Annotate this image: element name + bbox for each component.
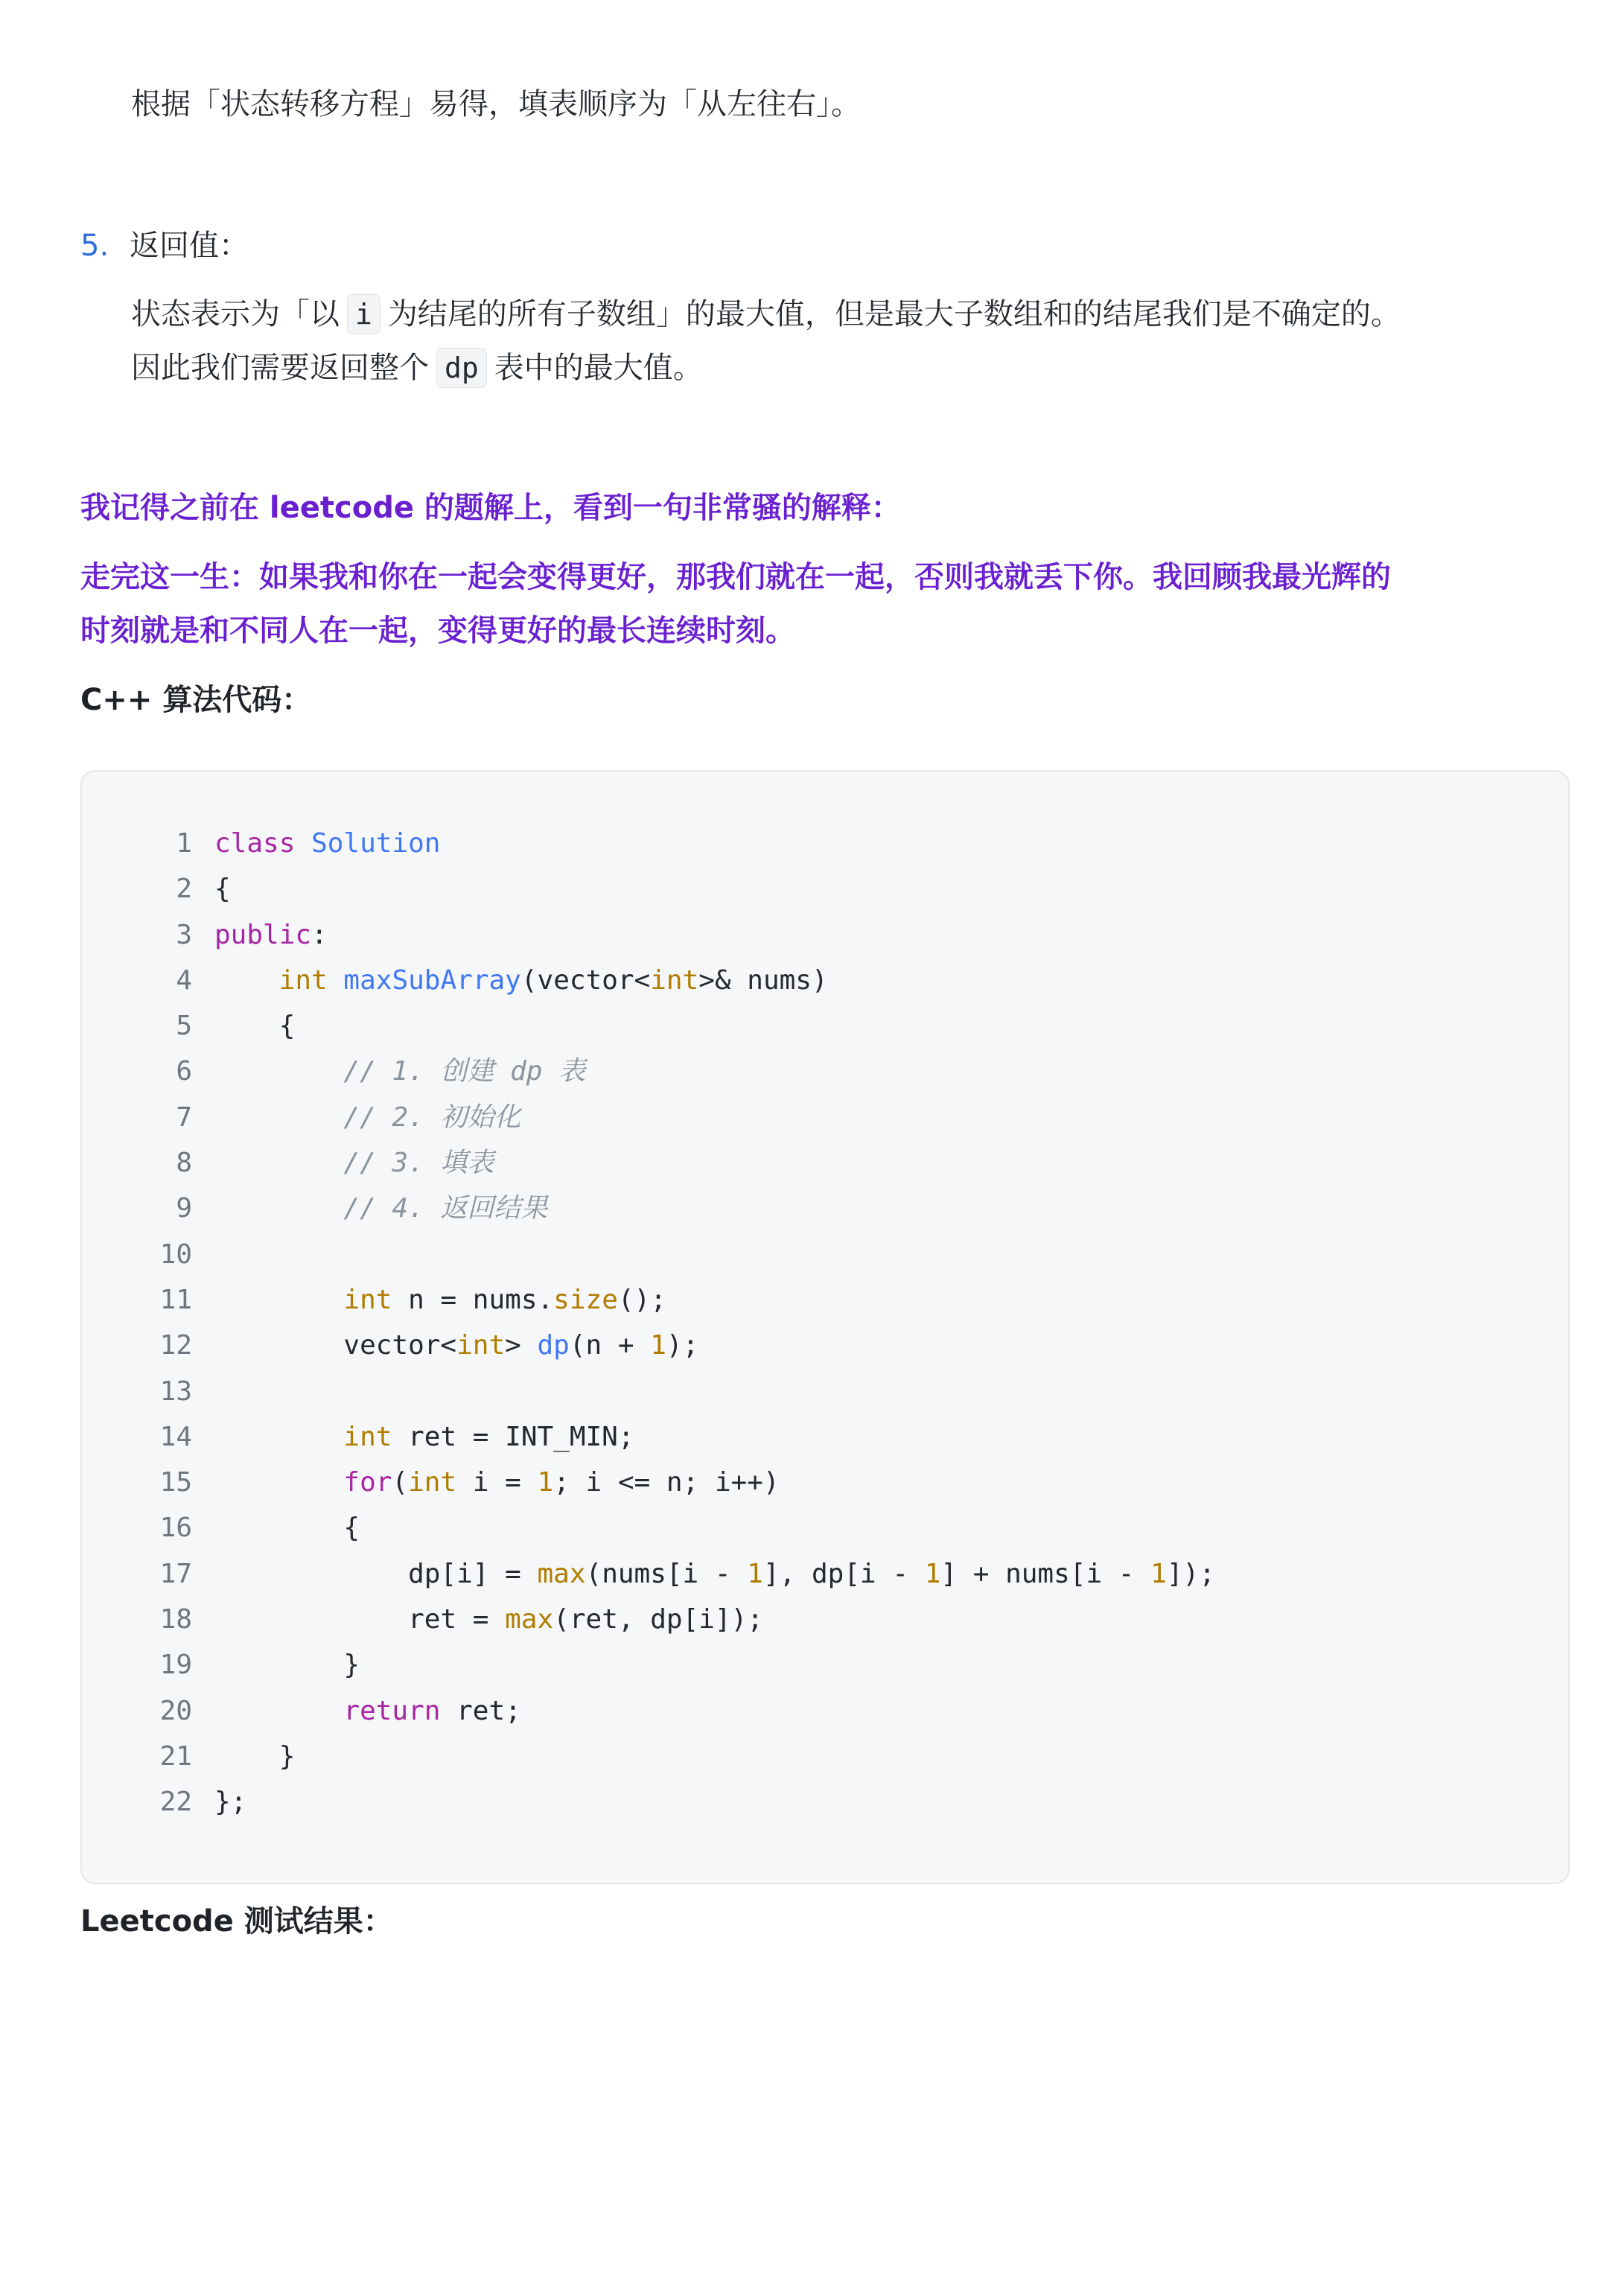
list-label: 返回值：: [130, 229, 249, 263]
code-text: (: [392, 1467, 409, 1498]
line-number: 4: [176, 964, 192, 996]
line-number: 15: [159, 1467, 192, 1498]
code-line: [127, 1095, 1215, 1140]
code-line: [127, 1734, 1215, 1779]
code-text: n = nums.: [392, 1284, 554, 1315]
code-line: [127, 1551, 1215, 1597]
type: int: [456, 1330, 506, 1361]
code-line: [127, 1049, 1215, 1094]
highlight-line3: 时刻就是和不同人在一起，变得更好的最长连续时刻。: [80, 614, 795, 648]
code-line: [127, 1369, 1215, 1414]
text-segment: 表中的最大值。: [494, 351, 703, 385]
code-text: {: [343, 1513, 360, 1544]
code-text: ret =: [408, 1604, 506, 1635]
line-number: 12: [159, 1330, 192, 1361]
code-block[interactable]: [80, 770, 1570, 1884]
code-line: [127, 1003, 1215, 1049]
line-number: 7: [176, 1101, 192, 1133]
return-desc-line1: [131, 287, 1401, 341]
code-text: {: [278, 1011, 296, 1042]
function-name: dp: [537, 1330, 570, 1361]
comment: // 1. 创建 dp 表: [343, 1056, 586, 1087]
code-text: (n +: [569, 1330, 651, 1361]
comment: // 4. 返回结果: [343, 1193, 548, 1224]
return-desc-line2: [131, 341, 703, 395]
line-number: 20: [159, 1695, 192, 1726]
highlight-line1: 我记得之前在 leetcode 的题解上，看到一句非常骚的解释：: [80, 491, 901, 525]
type: int: [408, 1467, 457, 1498]
keyword: return: [343, 1695, 441, 1726]
text-segment: 状态表示为「以: [131, 297, 340, 331]
code-text: >: [505, 1330, 538, 1361]
keyword: for: [343, 1467, 392, 1498]
code-line: [127, 1140, 1215, 1186]
type: int: [278, 964, 328, 996]
code-line: [127, 1232, 1215, 1277]
line-number: 22: [159, 1787, 192, 1818]
line-number: 16: [159, 1513, 192, 1544]
code-text: i =: [456, 1467, 538, 1498]
comment: // 3. 填表: [343, 1148, 494, 1179]
comment: // 2. 初始化: [343, 1101, 521, 1133]
code-line: [127, 1688, 1215, 1734]
number-literal: 1: [924, 1558, 941, 1589]
line-number: 21: [159, 1740, 192, 1772]
code-line: [127, 1642, 1215, 1688]
code-line: [127, 912, 1215, 958]
code-text: };: [214, 1787, 247, 1818]
text-segment: 为结尾的所有子数组」的最大值，但是最大子数组和的结尾我们是不确定的。: [387, 297, 1401, 331]
code-text: :: [311, 919, 328, 950]
function-name: size: [553, 1284, 618, 1315]
code-lines: [127, 821, 1215, 1825]
code-text: ; i <= n; i++): [553, 1467, 780, 1498]
line-number: 2: [176, 874, 192, 905]
type: int: [343, 1421, 392, 1452]
code-text: ();: [617, 1284, 666, 1315]
code-line: [127, 1460, 1215, 1505]
code-text: (nums[i -: [585, 1558, 748, 1589]
code-text: (vector<: [520, 964, 651, 996]
code-line: [127, 1597, 1215, 1642]
type: int: [650, 964, 699, 996]
code-line: [127, 821, 1215, 866]
code-line: [127, 1323, 1215, 1368]
number-literal: 1: [537, 1467, 554, 1498]
code-line: [127, 1505, 1215, 1551]
code-line: [127, 1779, 1215, 1825]
function-name: max: [537, 1558, 586, 1589]
function-name: max: [505, 1604, 554, 1635]
line-number: 5: [176, 1011, 192, 1042]
code-line: [127, 866, 1215, 912]
result-heading: Leetcode 测试结果：: [80, 1904, 393, 1939]
intro-paragraph: 根据「状态转移方程」易得，填表顺序为「从左往右」。: [131, 87, 861, 121]
keyword: public: [214, 919, 312, 950]
code-text: vector<: [343, 1330, 457, 1361]
highlight-line2: 走完这一生：如果我和你在一起会变得更好，那我们就在一起，否则我就丢下你。我回顾我最光辉的: [80, 560, 1391, 594]
type: int: [343, 1284, 392, 1315]
code-text: }: [278, 1740, 296, 1772]
inline-code-dp: dp: [436, 348, 487, 388]
code-line: [127, 958, 1215, 1003]
number-literal: 1: [1150, 1558, 1167, 1589]
text-segment: 因此我们需要返回整个: [131, 351, 429, 385]
class-name: Solution: [311, 828, 441, 859]
code-heading: C++ 算法代码：: [80, 683, 312, 717]
line-number: 14: [159, 1421, 192, 1452]
number-literal: 1: [747, 1558, 763, 1589]
number-literal: 1: [650, 1330, 666, 1361]
code-line: [127, 1186, 1215, 1231]
code-text: {: [214, 874, 231, 905]
line-number: 13: [159, 1376, 192, 1407]
code-text: ]);: [1166, 1558, 1215, 1589]
code-text: ret = INT_MIN;: [392, 1421, 634, 1452]
code-text: dp[i] =: [408, 1558, 538, 1589]
code-text: ], dp[i -: [762, 1558, 925, 1589]
code-line: [127, 1414, 1215, 1460]
function-name: maxSubArray: [343, 964, 521, 996]
line-number: 6: [176, 1056, 192, 1087]
code-text: (ret, dp[i]);: [553, 1604, 763, 1635]
line-number: 3: [176, 919, 192, 950]
line-number: 18: [159, 1604, 192, 1635]
list-number: 5.: [80, 229, 109, 263]
line-number: 8: [176, 1148, 192, 1179]
code-text: }: [343, 1650, 360, 1681]
code-line: [127, 1277, 1215, 1323]
code-text: ret;: [440, 1695, 521, 1726]
line-number: 10: [159, 1238, 192, 1270]
inline-code-i: i: [347, 294, 380, 334]
line-number: 11: [159, 1284, 192, 1315]
line-number: 17: [159, 1558, 192, 1589]
line-number: 9: [176, 1193, 192, 1224]
list-item-return-value: [80, 219, 249, 273]
code-text: >& nums): [698, 964, 828, 996]
line-number: 19: [159, 1650, 192, 1681]
code-text: ] + nums[i -: [940, 1558, 1151, 1589]
code-text: );: [666, 1330, 699, 1361]
keyword: class: [214, 828, 296, 859]
line-number: 1: [176, 828, 192, 859]
